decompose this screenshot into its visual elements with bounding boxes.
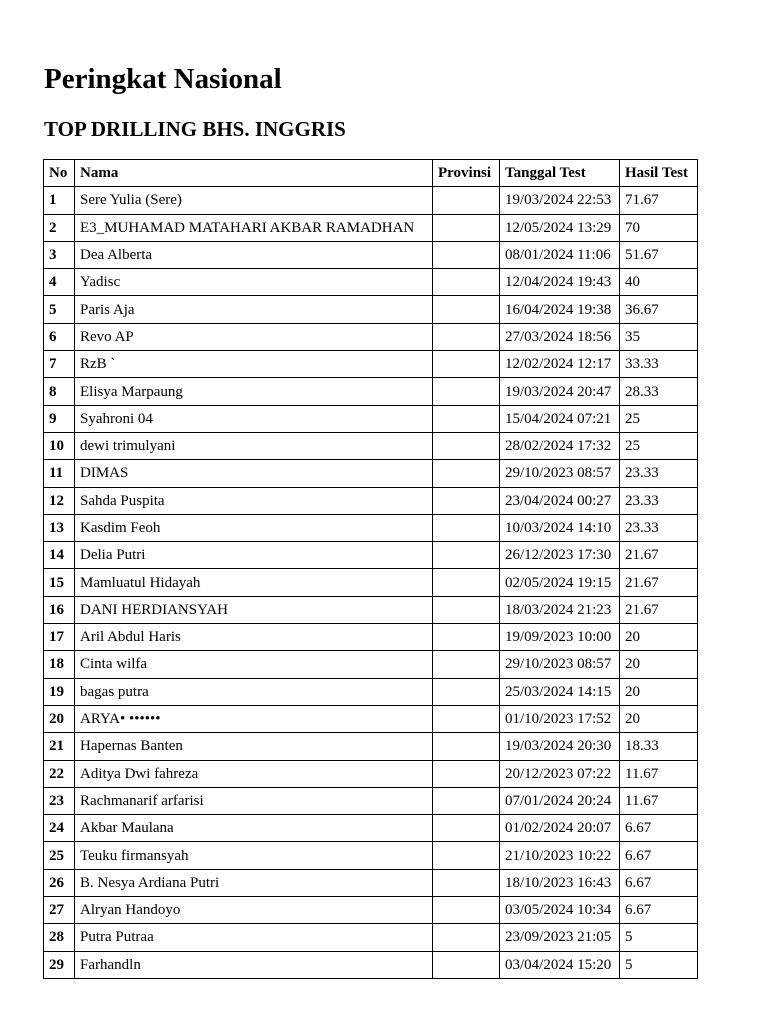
table-row [44, 432, 698, 459]
cell-provinsi [433, 705, 500, 732]
cell-tanggal-test: 27/03/2024 18:56 [500, 323, 620, 350]
cell-hasil-test: 23.33 [620, 514, 698, 541]
cell-no: 19 [44, 678, 75, 705]
table-row [44, 187, 698, 214]
cell-hasil-test: 40 [620, 269, 698, 296]
table-row [44, 678, 698, 705]
cell-provinsi [433, 897, 500, 924]
cell-hasil-test: 6.67 [620, 869, 698, 896]
cell-nama: Kasdim Feoh [75, 514, 433, 541]
cell-hasil-test: 51.67 [620, 241, 698, 268]
cell-provinsi [433, 323, 500, 350]
cell-nama: Sahda Puspita [75, 487, 433, 514]
table-row [44, 651, 698, 678]
cell-no: 28 [44, 924, 75, 951]
cell-nama: Aril Abdul Haris [75, 624, 433, 651]
cell-nama: Paris Aja [75, 296, 433, 323]
cell-provinsi [433, 787, 500, 814]
table-row [44, 487, 698, 514]
cell-no: 17 [44, 624, 75, 651]
cell-provinsi [433, 187, 500, 214]
cell-nama: DIMAS [75, 460, 433, 487]
table-row [44, 323, 698, 350]
cell-provinsi [433, 760, 500, 787]
cell-nama: Mamluatul Hidayah [75, 569, 433, 596]
cell-tanggal-test: 01/10/2023 17:52 [500, 705, 620, 732]
cell-tanggal-test: 10/03/2024 14:10 [500, 514, 620, 541]
cell-tanggal-test: 23/09/2023 21:05 [500, 924, 620, 951]
table-row [44, 514, 698, 541]
cell-tanggal-test: 12/04/2024 19:43 [500, 269, 620, 296]
cell-hasil-test: 70 [620, 214, 698, 241]
cell-hasil-test: 20 [620, 678, 698, 705]
cell-nama: Delia Putri [75, 542, 433, 569]
cell-no: 3 [44, 241, 75, 268]
page-title: Peringkat Nasional [44, 63, 282, 95]
cell-no: 12 [44, 487, 75, 514]
cell-nama: Alryan Handoyo [75, 897, 433, 924]
cell-no: 5 [44, 296, 75, 323]
table-row [44, 897, 698, 924]
cell-tanggal-test: 18/10/2023 16:43 [500, 869, 620, 896]
cell-hasil-test: 6.67 [620, 842, 698, 869]
cell-no: 25 [44, 842, 75, 869]
cell-nama: Dea Alberta [75, 241, 433, 268]
table-row [44, 924, 698, 951]
cell-provinsi [433, 460, 500, 487]
table-row [44, 296, 698, 323]
table-row [44, 951, 698, 978]
cell-provinsi [433, 624, 500, 651]
table-body [44, 187, 698, 979]
cell-nama: Rachmanarif arfarisi [75, 787, 433, 814]
cell-tanggal-test: 25/03/2024 14:15 [500, 678, 620, 705]
cell-nama: Sere Yulia (Sere) [75, 187, 433, 214]
table-row [44, 214, 698, 241]
table-row [44, 460, 698, 487]
header-no: No [44, 160, 75, 187]
cell-no: 24 [44, 815, 75, 842]
table-row [44, 705, 698, 732]
table-row [44, 542, 698, 569]
table-row [44, 624, 698, 651]
cell-nama: Putra Putraa [75, 924, 433, 951]
cell-nama: B. Nesya Ardiana Putri [75, 869, 433, 896]
table-row [44, 869, 698, 896]
cell-provinsi [433, 432, 500, 459]
table-header-row [44, 160, 698, 187]
cell-provinsi [433, 924, 500, 951]
table-row [44, 842, 698, 869]
cell-provinsi [433, 678, 500, 705]
cell-provinsi [433, 869, 500, 896]
cell-hasil-test: 5 [620, 924, 698, 951]
cell-hasil-test: 5 [620, 951, 698, 978]
cell-no: 16 [44, 596, 75, 623]
cell-tanggal-test: 02/05/2024 19:15 [500, 569, 620, 596]
cell-tanggal-test: 19/09/2023 10:00 [500, 624, 620, 651]
table-row [44, 596, 698, 623]
cell-hasil-test: 33.33 [620, 351, 698, 378]
header-hasil-test: Hasil Test [620, 160, 698, 187]
cell-hasil-test: 21.67 [620, 569, 698, 596]
cell-tanggal-test: 07/01/2024 20:24 [500, 787, 620, 814]
cell-tanggal-test: 12/05/2024 13:29 [500, 214, 620, 241]
ranking-table [43, 159, 698, 979]
cell-hasil-test: 6.67 [620, 897, 698, 924]
cell-tanggal-test: 21/10/2023 10:22 [500, 842, 620, 869]
cell-provinsi [433, 514, 500, 541]
cell-nama: dewi trimulyani [75, 432, 433, 459]
cell-provinsi [433, 241, 500, 268]
cell-tanggal-test: 12/02/2024 12:17 [500, 351, 620, 378]
cell-provinsi [433, 651, 500, 678]
cell-no: 11 [44, 460, 75, 487]
cell-provinsi [433, 842, 500, 869]
cell-no: 27 [44, 897, 75, 924]
cell-nama: Hapernas Banten [75, 733, 433, 760]
cell-tanggal-test: 08/01/2024 11:06 [500, 241, 620, 268]
cell-provinsi [433, 569, 500, 596]
cell-provinsi [433, 351, 500, 378]
cell-provinsi [433, 596, 500, 623]
cell-tanggal-test: 29/10/2023 08:57 [500, 651, 620, 678]
cell-no: 6 [44, 323, 75, 350]
cell-provinsi [433, 542, 500, 569]
cell-hasil-test: 6.67 [620, 815, 698, 842]
cell-provinsi [433, 214, 500, 241]
cell-tanggal-test: 29/10/2023 08:57 [500, 460, 620, 487]
cell-nama: ARYA• •••••• [75, 705, 433, 732]
table-row [44, 351, 698, 378]
cell-nama: Yadisc [75, 269, 433, 296]
cell-tanggal-test: 18/03/2024 21:23 [500, 596, 620, 623]
cell-nama: E3_MUHAMAD MATAHARI AKBAR RAMADHAN [75, 214, 433, 241]
cell-provinsi [433, 951, 500, 978]
cell-hasil-test: 23.33 [620, 487, 698, 514]
cell-tanggal-test: 19/03/2024 20:30 [500, 733, 620, 760]
cell-tanggal-test: 15/04/2024 07:21 [500, 405, 620, 432]
cell-nama: Elisya Marpaung [75, 378, 433, 405]
cell-tanggal-test: 23/04/2024 00:27 [500, 487, 620, 514]
cell-nama: Farhandln [75, 951, 433, 978]
cell-tanggal-test: 03/04/2024 15:20 [500, 951, 620, 978]
cell-hasil-test: 18.33 [620, 733, 698, 760]
cell-no: 1 [44, 187, 75, 214]
cell-hasil-test: 11.67 [620, 760, 698, 787]
cell-tanggal-test: 01/02/2024 20:07 [500, 815, 620, 842]
cell-no: 29 [44, 951, 75, 978]
cell-provinsi [433, 815, 500, 842]
cell-hasil-test: 21.67 [620, 542, 698, 569]
cell-tanggal-test: 20/12/2023 07:22 [500, 760, 620, 787]
cell-nama: Akbar Maulana [75, 815, 433, 842]
cell-no: 21 [44, 733, 75, 760]
cell-nama: Revo AP [75, 323, 433, 350]
header-nama: Nama [75, 160, 433, 187]
cell-tanggal-test: 16/04/2024 19:38 [500, 296, 620, 323]
cell-provinsi [433, 378, 500, 405]
cell-tanggal-test: 26/12/2023 17:30 [500, 542, 620, 569]
cell-no: 4 [44, 269, 75, 296]
cell-hasil-test: 20 [620, 651, 698, 678]
cell-provinsi [433, 296, 500, 323]
table-row [44, 760, 698, 787]
cell-provinsi [433, 269, 500, 296]
table-row [44, 269, 698, 296]
cell-provinsi [433, 733, 500, 760]
cell-hasil-test: 20 [620, 705, 698, 732]
cell-no: 15 [44, 569, 75, 596]
cell-no: 26 [44, 869, 75, 896]
cell-hasil-test: 36.67 [620, 296, 698, 323]
header-provinsi: Provinsi [433, 160, 500, 187]
cell-hasil-test: 28.33 [620, 378, 698, 405]
cell-nama: bagas putra [75, 678, 433, 705]
cell-hasil-test: 21.67 [620, 596, 698, 623]
cell-no: 20 [44, 705, 75, 732]
cell-hasil-test: 20 [620, 624, 698, 651]
cell-nama: DANI HERDIANSYAH [75, 596, 433, 623]
table-row [44, 405, 698, 432]
cell-tanggal-test: 19/03/2024 20:47 [500, 378, 620, 405]
cell-no: 13 [44, 514, 75, 541]
cell-no: 2 [44, 214, 75, 241]
cell-no: 14 [44, 542, 75, 569]
cell-provinsi [433, 487, 500, 514]
cell-no: 10 [44, 432, 75, 459]
cell-nama: Teuku firmansyah [75, 842, 433, 869]
table-row [44, 787, 698, 814]
cell-no: 18 [44, 651, 75, 678]
cell-no: 7 [44, 351, 75, 378]
table-row [44, 815, 698, 842]
table-row [44, 378, 698, 405]
cell-hasil-test: 11.67 [620, 787, 698, 814]
cell-hasil-test: 25 [620, 432, 698, 459]
cell-tanggal-test: 28/02/2024 17:32 [500, 432, 620, 459]
cell-hasil-test: 23.33 [620, 460, 698, 487]
cell-nama: Cinta wilfa [75, 651, 433, 678]
cell-tanggal-test: 03/05/2024 10:34 [500, 897, 620, 924]
cell-nama: RzB ` [75, 351, 433, 378]
cell-hasil-test: 25 [620, 405, 698, 432]
cell-no: 8 [44, 378, 75, 405]
page-subtitle: TOP DRILLING BHS. INGGRIS [44, 117, 346, 141]
cell-hasil-test: 35 [620, 323, 698, 350]
table-row [44, 569, 698, 596]
cell-no: 22 [44, 760, 75, 787]
cell-nama: Syahroni 04 [75, 405, 433, 432]
header-tanggal-test: Tanggal Test [500, 160, 620, 187]
cell-nama: Aditya Dwi fahreza [75, 760, 433, 787]
table-row [44, 733, 698, 760]
cell-no: 9 [44, 405, 75, 432]
cell-tanggal-test: 19/03/2024 22:53 [500, 187, 620, 214]
cell-provinsi [433, 405, 500, 432]
cell-hasil-test: 71.67 [620, 187, 698, 214]
cell-no: 23 [44, 787, 75, 814]
table-row [44, 241, 698, 268]
